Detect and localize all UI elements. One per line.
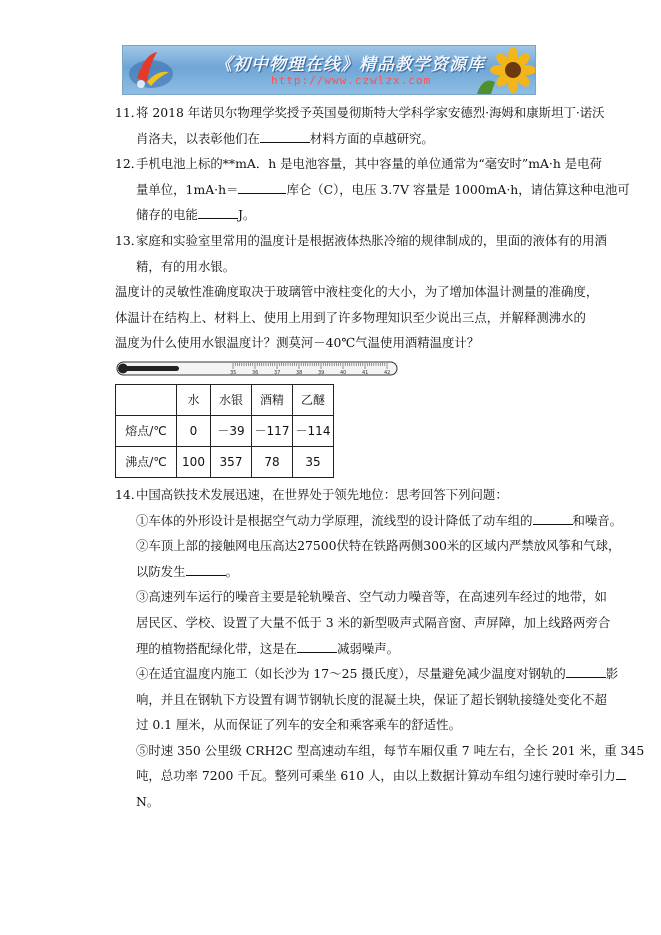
answer-blank[interactable]: [616, 766, 626, 780]
table-cell: －114: [293, 415, 334, 446]
table-cell: 水银: [211, 384, 252, 415]
table-cell: [116, 384, 177, 415]
sub-question-3: ③高速列车运行的噪音主要是轮轨噪音、空气动力噪音等，在高速列车经过的地带，如: [136, 589, 607, 605]
sub-question-2: ②车顶上部的接触网电压高达27500伏特在铁路两侧300米的区域内严禁放风筝和气球，: [136, 538, 621, 554]
table-cell: －117: [252, 415, 293, 446]
table-cell: 78: [252, 446, 293, 477]
table-cell: 水: [177, 384, 211, 415]
thermometer-tick-label: 36: [252, 369, 259, 376]
question-number: 13．: [115, 232, 144, 248]
banner-title: 《初中物理在线》精品教学资源库: [215, 55, 485, 75]
table-cell: 100: [177, 446, 211, 477]
answer-blank[interactable]: [198, 205, 238, 219]
table-cell: 沸点/℃: [116, 446, 177, 477]
thermometer-tick-label: 38: [296, 369, 303, 376]
thermometer-tick-label: 42: [384, 369, 391, 376]
answer-blank[interactable]: [533, 511, 573, 525]
question-text: 家庭和实验室里常用的温度计是根据液体热胀冷缩的规律制成的，里面的液体有的用酒: [136, 232, 607, 248]
question-number: 12．: [115, 156, 144, 172]
thermometer-tick-label: 40: [340, 369, 347, 376]
logo-icon: [127, 48, 175, 92]
table-cell: 酒精: [252, 384, 293, 415]
thermometer-tick-label: 37: [274, 369, 281, 376]
question-11: [115, 100, 605, 126]
sub-question-4: ④在适宜温度内施工（如长沙为 17～25 摄氏度），尽量避免减少温度对钢轨的 影: [136, 666, 619, 682]
table-row: [116, 415, 334, 446]
sub-question-1: ①车体的外形设计是根据空气动力学原理，流线型的设计降低了动车组的 和噪音。: [136, 512, 623, 528]
header-banner: [122, 45, 536, 95]
question-13: [115, 228, 607, 254]
question-text: 将 2018 年诺贝尔物理学奖授予英国曼彻斯特大学科学家安德烈·海姆和康斯坦丁·诺沃: [136, 105, 605, 120]
table-cell: 0: [177, 415, 211, 446]
question-content: 11． 将 2018 年诺贝尔物理学奖授予英国曼彻斯特大学科学家安德烈·海姆和康斯坦丁·诺沃 肖洛夫，以表彰他们在 材料方面的卓越研究。 12． 手机电池上标的**mA．h 是电池容量，其中容量的单位通常为“毫安时”mA·h 是电荷 量单位，1mA·h＝ 库仑（C），电压 3.7V 容量是 1000mA·h，请估算这种电池可 储存的电能 J。 13． 家庭和实验室里常用的温度计是根据液体热胀冷缩的规律制成的，里面的液体有的用酒 精，有的用水银。 温度计的灵敏性准确度取决于玻璃管中液柱变化的大小，为了增加体温计测量的准确度， 体温计在结构上、材料上、使用上用到了许多物理知识至少说出三点，并解释测沸水的 温度为什么使用水银温度计？测莫河－40℃气温使用酒精温度计？ 35 36 37 38 39 40 41 42 水 水银 酒精 乙醚 熔点/℃ 0 －39 －117 －114 沸点/℃ 100 357 78 35 14． 中国高铁技术发展迅速，在世界处于领先地位：思考回答下列问题： ①车体的外形设计是根据空气动力学原理，流线型的设计降低了动车组的 和噪音。 ②车顶上部的接触网电压高达27500伏特在铁路两侧300米的区域内严禁放风筝和气球， 以防发生 。 ③高速列车运行的噪音主要是轮轨噪音、空气动力噪音等，在高速列车经过的地带，如 居民区、学校、设置了大量不低于 3 米的新型吸声式隔音窗、声屏障，加上线路两旁合 理的植物搭配绿化带，这是在 减弱噪声。 ④在适宜温度内施工（如长沙为 17～25 摄氏度），尽量避免减少温度对钢轨的 影 响，并且在钢轨下方设置有调节钢轨长度的混凝土块，保证了超长钢轨接缝处变化不超 过 0.1 厘米，从而保证了列车的安全和乘客乘车的舒适性。 ⑤时速 350 公里级 CRH2C 型高速动车组，每节车厢仅重 7 吨左右，全长 201 米，重 345 吨，总功率 7200 千瓦。整列可乘坐 610 人，由以上数据计算动车组匀速行驶时牵引力 N。: [115, 100, 575, 815]
answer-blank[interactable]: [238, 180, 286, 194]
question-text: 中国高铁技术发展迅速，在世界处于领先地位：思考回答下列问题：: [136, 486, 508, 502]
question-12: [115, 151, 602, 177]
question-number: 14．: [115, 486, 144, 502]
question-number: 11．: [115, 105, 144, 120]
table-cell: 熔点/℃: [116, 415, 177, 446]
thermometer-icon: [115, 360, 400, 378]
question-text: 手机电池上标的**mA．h 是电池容量，其中容量的单位通常为“毫安时”mA·h 是电荷: [136, 156, 602, 172]
table-header-row: [116, 384, 334, 415]
answer-blank[interactable]: [186, 562, 226, 576]
table-cell: 35: [293, 446, 334, 477]
thermometer-tick-label: 35: [230, 369, 237, 376]
sunflower-icon: [473, 46, 535, 94]
thermometer-tick-label: 41: [362, 369, 369, 376]
banner-url: http://www.czwlzx.com: [271, 74, 432, 87]
answer-blank[interactable]: [566, 664, 606, 678]
table-row: [116, 446, 334, 477]
thermometer-figure: [115, 360, 400, 378]
table-cell: －39: [211, 415, 252, 446]
answer-blank[interactable]: [260, 129, 310, 143]
answer-blank[interactable]: [297, 639, 337, 653]
melting-boiling-table: [115, 384, 334, 478]
table-cell: 乙醚: [293, 384, 334, 415]
sub-question-5: ⑤时速 350 公里级 CRH2C 型高速动车组，每节车厢仅重 7 吨左右，全长 201 米，重 345: [136, 742, 645, 758]
question-14: [115, 482, 575, 508]
table-cell: 357: [211, 446, 252, 477]
thermometer-tick-label: 39: [318, 369, 325, 376]
